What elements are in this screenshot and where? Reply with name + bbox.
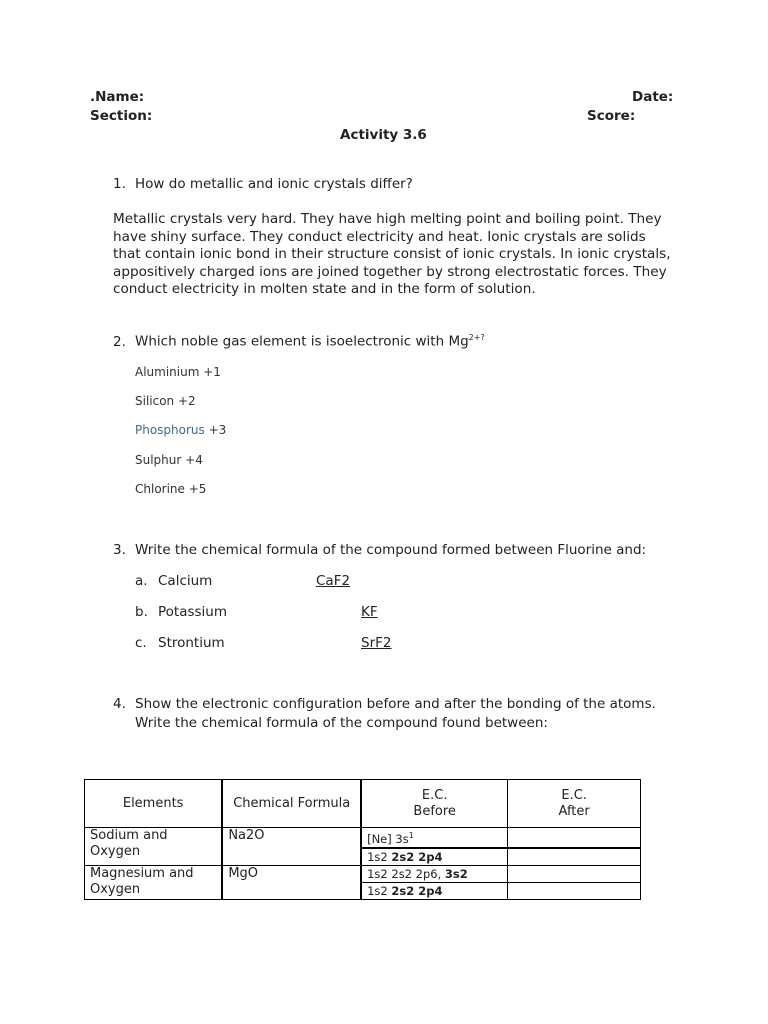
item-calcium	[135, 573, 212, 589]
option-aluminium	[135, 365, 221, 379]
ec-text: 1s2	[367, 849, 392, 864]
table-header-row	[85, 780, 641, 828]
ec-bold-text: 2s2 2p4	[391, 883, 443, 898]
cell-ec-after-2	[508, 882, 641, 899]
question-2-text: Which noble gas element is isoelectronic with Mg	[135, 333, 469, 350]
header-ec-after-line-2: After	[558, 803, 590, 819]
header-chemical-formula: Chemical Formula	[222, 780, 361, 828]
option-name: Sulphur	[135, 453, 182, 467]
ec-bold-text: 2s2 2p4	[391, 849, 443, 864]
cell-formula: Na2O	[222, 828, 361, 866]
option-name: Silicon	[135, 394, 175, 408]
header-ec-after	[508, 780, 641, 828]
question-2-superscript: 2+?	[468, 333, 485, 342]
ec-superscript: 1	[408, 831, 414, 840]
item-potassium	[135, 604, 227, 620]
date-label: Date:	[632, 89, 674, 105]
formula-calcium: CaF2	[316, 573, 351, 589]
header-ec-before-line-1: E.C.	[421, 787, 448, 803]
formula-potassium: KF	[361, 604, 378, 620]
option-charge: +5	[188, 482, 207, 496]
cell-element: Sodium and Oxygen	[85, 828, 223, 866]
cell-ec-before-1	[361, 865, 508, 882]
question-4-line-2: Write the chemical formula of the compound found between:	[135, 715, 548, 731]
item-letter: c.	[135, 635, 147, 651]
score-label: Score:	[587, 108, 636, 124]
option-charge: +2	[178, 394, 196, 408]
question-4-line-1: Show the electronic configuration before and after the bonding of the atoms.	[135, 696, 656, 712]
option-phosphorus	[135, 423, 226, 437]
page-title: Activity 3.6	[340, 127, 427, 143]
cell-ec-before-1	[361, 828, 508, 848]
formula-strontium: SrF2	[361, 635, 392, 651]
electron-configuration-table	[84, 779, 641, 900]
header-ec-after-line-1: E.C.	[561, 787, 587, 803]
item-letter: b.	[135, 604, 148, 620]
question-3-number: 3.	[113, 542, 126, 558]
item-element: Calcium	[158, 573, 213, 589]
question-1	[113, 176, 413, 192]
name-label: .Name:	[90, 89, 145, 105]
question-4	[113, 696, 656, 712]
question-1-number: 1.	[113, 176, 126, 192]
option-sulphur	[135, 453, 203, 467]
item-element: Strontium	[158, 635, 225, 651]
section-label: Section:	[90, 108, 153, 124]
option-name: Phosphorus	[135, 423, 205, 437]
question-2	[113, 333, 485, 350]
question-3-text: Write the chemical formula of the compound formed between Fluorine and:	[135, 542, 647, 558]
ec-bold-text: 3s2	[444, 866, 468, 881]
table-row	[85, 828, 641, 848]
ec-text: 1s2	[367, 883, 392, 898]
question-2-number: 2.	[113, 333, 126, 350]
cell-formula: MgO	[222, 865, 361, 899]
option-chlorine	[135, 482, 206, 496]
option-charge: +1	[203, 365, 221, 379]
header-ec-before-line-2: Before	[413, 803, 456, 819]
cell-element: Magnesium and Oxygen	[85, 865, 223, 899]
question-3	[113, 542, 646, 558]
question-4-number: 4.	[113, 696, 126, 712]
header-elements: Elements	[85, 780, 223, 828]
cell-ec-after-1	[508, 828, 641, 848]
ec-text: 1s2 2s2 2p6,	[367, 866, 445, 881]
cell-ec-after-2	[508, 848, 641, 866]
option-silicon	[135, 394, 196, 408]
item-strontium	[135, 635, 225, 651]
cell-ec-before-2	[361, 848, 508, 866]
question-1-text: How do metallic and ionic crystals differ?	[135, 176, 413, 192]
table-row	[85, 865, 641, 882]
option-charge: +4	[185, 453, 203, 467]
item-letter: a.	[135, 573, 148, 589]
option-name: Aluminium	[135, 365, 200, 379]
item-element: Potassium	[158, 604, 228, 620]
option-name: Chlorine	[135, 482, 185, 496]
answer-1: Metallic crystals very hard. They have high melting point and boiling point. They have shiny surface. They conduct electricity and heat. Ionic crystals are solids that contain ionic bond in their structure consist of ionic crystals. In ionic crystals, appositively charged ions are joined together by strong electrostatic forces. They conduct electricity in molten state and in the form of solution.	[113, 211, 671, 298]
header-ec-before	[361, 780, 508, 828]
ec-text: [Ne] 3s	[367, 831, 409, 846]
option-charge: +3	[208, 423, 227, 437]
cell-ec-before-2	[361, 882, 508, 899]
cell-ec-after-1	[508, 865, 641, 882]
